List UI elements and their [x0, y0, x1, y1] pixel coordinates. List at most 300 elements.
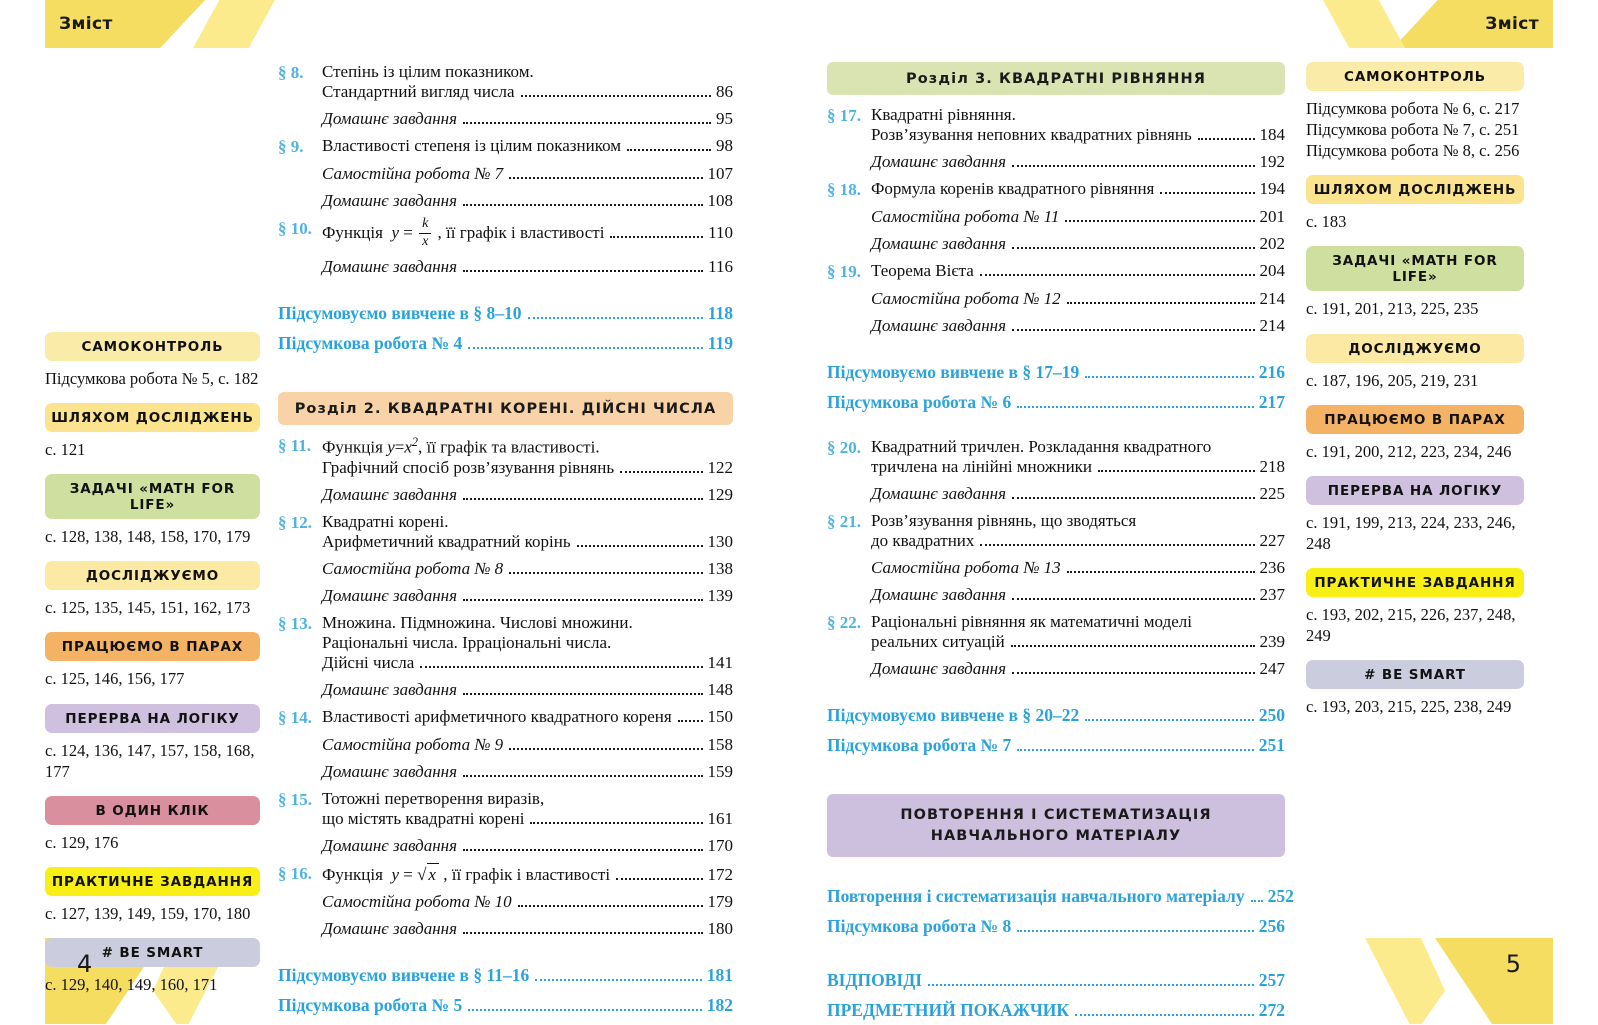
toc-subentry: [871, 207, 1285, 227]
spacer: [278, 358, 733, 392]
toc-subentry: [322, 919, 733, 939]
dot-leader: [1011, 644, 1255, 647]
sidebar-badge-pages: [45, 832, 260, 853]
toc-entry-title: Степінь із цілим показником.: [322, 62, 534, 81]
toc-line: [827, 705, 1285, 726]
toc-page-number[interactable]: 236: [1259, 558, 1285, 577]
sidebar-badge[interactable]: САМОКОНТРОЛЬ: [1306, 62, 1524, 91]
dot-leader: [509, 747, 702, 750]
toc-line: [322, 218, 733, 250]
toc-subentry: [322, 257, 733, 277]
toc-page-number[interactable]: 214: [1259, 289, 1285, 308]
toc-entry-title: Арифметичний квадратний корінь: [322, 532, 571, 552]
sidebar-badge[interactable]: ПРАЦЮЄМО В ПАРАХ: [1306, 405, 1524, 434]
toc-entry-title: Самостійна робота № 9: [322, 735, 504, 755]
toc-entry: [278, 863, 733, 939]
toc-entry-title: Підсумовуємо вивчене в § 8–10: [278, 303, 522, 324]
toc-line: [871, 261, 1285, 281]
toc-entry-title: Розв’язування неповних квадратних рівнянь: [871, 125, 1192, 144]
toc-entry-title: Самостійна робота № 13: [871, 558, 1061, 577]
toc-subentry: [871, 585, 1285, 605]
toc-line: [322, 164, 733, 184]
sidebar-badge[interactable]: ШЛЯХОМ ДОСЛІДЖЕНЬ: [45, 403, 260, 432]
toc-line: [322, 62, 733, 82]
toc-page-number[interactable]: 98: [716, 136, 733, 155]
toc-page-number[interactable]: 179: [707, 892, 733, 912]
toc-entry: [827, 179, 1285, 254]
toc-line: [827, 970, 1285, 991]
toc-entry-body: [871, 261, 1285, 281]
dot-leader: [928, 983, 1254, 986]
toc-page-number[interactable]: 158: [707, 735, 733, 755]
toc-line: [322, 653, 733, 673]
toc-summary-row[interactable]: [278, 995, 733, 1016]
toc-subentry: [322, 191, 733, 211]
sidebar-page-line: с. 129, 176: [45, 832, 119, 852]
toc-page-number[interactable]: 252: [1267, 886, 1294, 907]
toc-entry-title: Домашнє завдання: [871, 659, 1007, 678]
toc-entry-title: Підсумкова робота № 6: [827, 392, 1012, 412]
toc-entry-body: [322, 218, 733, 250]
toc-column-left: [278, 62, 733, 1020]
sidebar-badge[interactable]: ЗАДАЧІ «MATH FOR LIFE»: [45, 474, 260, 519]
sidebar-badge-pages: [1306, 441, 1524, 462]
sidebar-badge[interactable]: ЗАДАЧІ «MATH FOR LIFE»: [1306, 246, 1524, 291]
dot-leader: [1067, 570, 1255, 573]
header-left-slash-icon: [193, 0, 275, 48]
spacer: [827, 686, 1285, 696]
section-number[interactable]: § 11.: [278, 436, 312, 456]
header-left-title: Зміст: [59, 14, 113, 34]
toc-page-number[interactable]: 256: [1258, 916, 1285, 937]
toc-line: [871, 632, 1285, 652]
toc-line: [278, 333, 733, 354]
toc-line: [871, 179, 1285, 199]
toc-entry: [827, 437, 1285, 504]
sidebar-badge-pages: [45, 668, 260, 689]
toc-entry: [278, 789, 733, 856]
toc-page-number[interactable]: 250: [1258, 705, 1285, 725]
dot-leader: [1251, 899, 1263, 902]
toc-page-number[interactable]: 239: [1259, 632, 1285, 651]
toc-summary-row[interactable]: [827, 362, 1285, 383]
sidebar-page-line: с. 127, 139, 149, 159, 170, 180: [45, 903, 251, 923]
toc-entry-title: Самостійна робота № 10: [322, 892, 512, 912]
toc-subentry: [322, 485, 733, 505]
toc-page-number[interactable]: 110: [708, 223, 733, 243]
toc-line: [871, 511, 1285, 531]
toc-subentry: [871, 152, 1285, 172]
toc-subentry: [322, 164, 733, 184]
toc-summary-row[interactable]: [827, 392, 1285, 413]
toc-line: [322, 863, 733, 885]
toc-line: [871, 234, 1285, 254]
toc-entry-title: ПРЕДМЕТНИЙ ПОКАЖЧИК: [827, 1000, 1070, 1021]
toc-page-number[interactable]: 116: [708, 257, 733, 277]
toc-column-right: [827, 62, 1294, 1025]
toc-page-number[interactable]: 202: [1259, 234, 1285, 253]
sidebar-badge-pages: [45, 597, 260, 618]
toc-entry-body: [871, 179, 1285, 199]
toc-entry-title: Раціональні рівняння як математичні моделі: [871, 612, 1192, 631]
dot-leader: [420, 665, 702, 668]
toc-page-number[interactable]: 95: [716, 109, 733, 128]
toc-entry-title: Домашнє завдання: [871, 585, 1007, 604]
toc-line: [322, 789, 733, 809]
toc-line: [322, 809, 733, 829]
sidebar-badge[interactable]: # BE SMART: [45, 938, 260, 967]
toc-line: [322, 458, 733, 478]
section-number[interactable]: § 10.: [278, 219, 312, 238]
toc-summary-row[interactable]: [827, 916, 1285, 937]
toc-entry-body: [322, 512, 733, 552]
toc-line: [871, 105, 1285, 125]
toc-entry-title: Самостійна робота № 7: [322, 164, 504, 183]
toc-subentry: [871, 289, 1285, 309]
toc-line: [322, 586, 733, 606]
toc-page-number[interactable]: 180: [707, 919, 733, 939]
toc-page-number[interactable]: 130: [707, 532, 733, 552]
toc-entry-body: [322, 62, 733, 102]
dot-leader: [1085, 718, 1254, 721]
toc-page-number[interactable]: 201: [1259, 207, 1285, 226]
toc-entry-title: Функція $y=x^2$, її графік та властивості.: [322, 435, 600, 458]
toc-line: [322, 633, 733, 653]
spacer: [827, 941, 1285, 961]
sidebar-page-line: с. 125, 146, 156, 177: [45, 669, 185, 689]
toc-entry-title: Підсумовуємо вивчене в § 17–19: [827, 362, 1080, 382]
toc-line: [322, 680, 733, 700]
toc-page-number[interactable]: 159: [707, 762, 733, 782]
toc-entry-title: Властивості степеня із цілим показником: [322, 136, 622, 155]
dot-leader: [1198, 137, 1255, 140]
toc-page-number[interactable]: 138: [707, 559, 733, 579]
section-number[interactable]: § 14.: [278, 708, 312, 728]
toc-page-number[interactable]: 214: [1259, 316, 1285, 335]
toc-page-number[interactable]: 108: [707, 191, 733, 210]
toc-entry-title: Графічний спосіб розв’язування рівнянь: [322, 458, 615, 478]
sidebar-badge[interactable]: ПРАЦЮЄМО В ПАРАХ: [45, 632, 260, 661]
toc-subentry: [322, 892, 733, 912]
dot-leader: [1075, 1013, 1254, 1016]
toc-subentry: [871, 234, 1285, 254]
toc-final-row[interactable]: [827, 1000, 1285, 1021]
toc-page-number[interactable]: 129: [707, 485, 733, 505]
sidebar-badge[interactable]: САМОКОНТРОЛЬ: [45, 332, 260, 361]
toc-page-number[interactable]: 150: [707, 707, 733, 727]
sidebar-badge-pages: [45, 368, 260, 389]
toc-line: [827, 735, 1285, 756]
header-right-slash-icon: [1323, 0, 1405, 48]
toc-entry: [278, 218, 733, 277]
sidebar-badge[interactable]: ПРАКТИЧНЕ ЗАВДАННЯ: [1306, 568, 1524, 597]
toc-page-number[interactable]: 257: [1258, 970, 1285, 991]
spacer: [278, 946, 733, 956]
toc-summary-row[interactable]: [827, 886, 1294, 907]
toc-page-number[interactable]: 184: [1259, 125, 1285, 144]
section-number[interactable]: § 20.: [827, 438, 861, 457]
toc-entry-title: Теорема Вієта: [871, 261, 974, 280]
sidebar-page-line: Підсумкова робота № 8, с. 256: [1306, 141, 1520, 161]
section-number[interactable]: § 21.: [827, 512, 861, 531]
sidebar-page-line: Підсумкова робота № 7, с. 251: [1306, 120, 1520, 140]
toc-page-number[interactable]: 192: [1259, 152, 1285, 171]
toc-entry-body: [871, 105, 1285, 145]
toc-summary-row[interactable]: [278, 303, 733, 324]
section-banner: Розділ 3. КВАДРАТНІ РІВНЯННЯ: [827, 62, 1285, 95]
section-number[interactable]: § 19.: [827, 262, 861, 281]
toc-line: [322, 892, 733, 912]
toc-entry: [278, 435, 733, 505]
dot-leader: [1012, 328, 1254, 331]
toc-line: [322, 257, 733, 277]
spacer: [827, 760, 1285, 794]
dot-leader: [980, 273, 1255, 276]
toc-page-number[interactable]: 107: [707, 164, 733, 183]
page-number-right: 5: [1505, 950, 1521, 978]
sidebar-badge-pages: [45, 439, 260, 460]
sidebar-badge-pages: [1306, 604, 1524, 646]
section-banner: Розділ 2. КВАДРАТНІ КОРЕНІ. ДІЙСНІ ЧИСЛА: [278, 392, 733, 425]
toc-page-number[interactable]: 204: [1259, 261, 1285, 280]
page-number-left: 4: [77, 950, 93, 978]
footer-right-shape: [1435, 938, 1553, 1024]
dot-leader: [627, 148, 711, 151]
toc-page-number[interactable]: 118: [707, 303, 733, 324]
section-number[interactable]: § 17.: [827, 106, 861, 125]
toc-subentry: [322, 586, 733, 606]
toc-page-number[interactable]: 216: [1258, 362, 1285, 382]
spacer: [827, 867, 1285, 877]
toc-entry-title: Самостійна робота № 8: [322, 559, 504, 579]
toc-entry-title: Домашнє завдання: [322, 109, 458, 128]
dot-leader: [463, 497, 702, 500]
dot-leader: [463, 848, 702, 851]
sidebar-badge-pages: [1306, 370, 1524, 391]
dot-leader: [509, 176, 702, 179]
toc-page-number[interactable]: 227: [1259, 531, 1285, 550]
toc-page-number[interactable]: 139: [707, 586, 733, 606]
toc-subentry: [322, 680, 733, 700]
dot-leader: [620, 470, 702, 473]
sidebar-badge[interactable]: ПЕРЕРВА НА ЛОГІКУ: [45, 704, 260, 733]
toc-page-number[interactable]: 225: [1259, 484, 1285, 503]
toc-line: [322, 613, 733, 633]
sidebar-badge[interactable]: В ОДИН КЛІК: [45, 796, 260, 825]
toc-line: [871, 152, 1285, 172]
sidebar-page-line: Підсумкова робота № 5, с. 182: [45, 369, 259, 388]
toc-page-number[interactable]: 141: [707, 653, 733, 673]
sidebar-badge[interactable]: ПЕРЕРВА НА ЛОГІКУ: [1306, 476, 1524, 505]
toc-entry-title: Дійсні числа: [322, 653, 415, 673]
dot-leader: [1012, 597, 1254, 600]
toc-entry-title: Властивості арифметичного квадратного кореня: [322, 707, 672, 727]
toc-entry-title: Раціональні числа. Ірраціональні числа.: [322, 633, 612, 653]
toc-page-number[interactable]: 181: [706, 965, 733, 986]
dot-leader: [463, 774, 702, 777]
toc-entry-title: ВІДПОВІДІ: [827, 970, 923, 991]
dot-leader: [1017, 748, 1254, 751]
toc-summary-row[interactable]: [278, 965, 733, 986]
toc-entry-title: Підсумкова робота № 7: [827, 735, 1012, 755]
toc-page-number[interactable]: 148: [707, 680, 733, 700]
toc-line: [827, 362, 1285, 383]
footer-right: [1363, 938, 1553, 1024]
dot-leader: [616, 877, 702, 880]
sidebar-page-line: с. 193, 203, 215, 225, 238, 249: [1306, 697, 1512, 717]
toc-line: [871, 659, 1285, 679]
dot-leader: [509, 571, 702, 574]
toc-page-number[interactable]: 182: [706, 995, 733, 1016]
toc-page-number[interactable]: 247: [1259, 659, 1285, 678]
dot-leader: [1012, 671, 1254, 674]
toc-entry-title: Домашнє завдання: [322, 586, 458, 606]
section-number[interactable]: § 16.: [278, 864, 312, 884]
toc-page-number[interactable]: 194: [1259, 179, 1285, 198]
toc-page-number[interactable]: 172: [707, 865, 733, 885]
section-number[interactable]: § 9.: [278, 137, 304, 156]
toc-subentry: [322, 762, 733, 782]
dot-leader: [463, 203, 702, 206]
toc-line: [871, 457, 1285, 477]
toc-entry-title: Домашнє завдання: [322, 257, 458, 277]
sidebar-badge-pages: [1306, 298, 1524, 319]
toc-entry-title: Домашнє завдання: [322, 762, 458, 782]
toc-entry: [278, 62, 733, 129]
section-number[interactable]: § 15.: [278, 790, 312, 810]
sidebar-badge[interactable]: ШЛЯХОМ ДОСЛІДЖЕНЬ: [1306, 175, 1524, 204]
toc-line: [871, 125, 1285, 145]
dot-leader: [463, 598, 702, 601]
sidebar-badge[interactable]: # BE SMART: [1306, 660, 1524, 689]
section-number[interactable]: § 13.: [278, 614, 312, 634]
sidebar-page-line: с. 129, 140, 149, 160, 171: [45, 974, 218, 994]
toc-page-number[interactable]: 218: [1259, 457, 1285, 476]
dot-leader: [1160, 191, 1254, 194]
dot-leader: [463, 269, 703, 272]
toc-summary-row[interactable]: [278, 333, 733, 354]
section-number[interactable]: § 12.: [278, 513, 312, 533]
header-right-title: Зміст: [1485, 14, 1539, 34]
dot-leader: [1098, 469, 1254, 472]
toc-entry-title: Домашнє завдання: [322, 191, 458, 210]
header-right: [1323, 0, 1553, 48]
toc-line: [827, 1000, 1285, 1021]
sidebar-badge[interactable]: ПРАКТИЧНЕ ЗАВДАННЯ: [45, 867, 260, 896]
section-number[interactable]: § 18.: [827, 180, 861, 199]
toc-entry-body: [322, 136, 733, 156]
sidebar-page-line: с. 121: [45, 440, 86, 460]
toc-entry-title: Підсумовуємо вивчене в § 20–22: [827, 705, 1080, 725]
sidebar-right: [1306, 62, 1524, 731]
sidebar-badge[interactable]: ДОСЛІДЖУЄМО: [45, 561, 260, 590]
section-banner-line: НАВЧАЛЬНОГО МАТЕРІАЛУ: [930, 828, 1182, 845]
dot-leader: [463, 692, 702, 695]
section-number[interactable]: § 22.: [827, 613, 861, 632]
toc-entry-title: Підсумовуємо вивчене в § 11–16: [278, 965, 530, 986]
toc-entry-title: Домашнє завдання: [322, 680, 458, 700]
dot-leader: [468, 1008, 702, 1011]
toc-line: [827, 916, 1285, 937]
sidebar-page-line: с. 125, 135, 145, 151, 162, 173: [45, 598, 251, 618]
toc-line: [871, 437, 1285, 457]
toc-entry-title: Домашнє завдання: [871, 484, 1007, 503]
sidebar-page-line: с. 191, 201, 213, 225, 235: [1306, 299, 1479, 319]
section-number[interactable]: § 8.: [278, 63, 304, 82]
toc-entry: [827, 261, 1285, 336]
toc-page-number[interactable]: 122: [707, 458, 733, 478]
toc-entry-title: до квадратних: [871, 531, 975, 550]
toc-subentry: [871, 659, 1285, 679]
toc-page-number[interactable]: 251: [1258, 735, 1285, 755]
toc-subentry: [871, 316, 1285, 336]
toc-entry-title: Стандартний вигляд числа: [322, 82, 515, 101]
toc-line: [871, 289, 1285, 309]
sidebar-page-line: с. 128, 138, 148, 158, 170, 179: [45, 527, 251, 547]
toc-line: [322, 919, 733, 939]
toc-entry-title: Домашнє завдання: [322, 919, 458, 939]
toc-summary-row[interactable]: [827, 705, 1285, 726]
toc-line: [322, 435, 733, 458]
toc-line: [871, 207, 1285, 227]
toc-entry-body: [322, 435, 733, 478]
toc-entry-body: [322, 789, 733, 829]
toc-entry: [278, 136, 733, 211]
sidebar-page-line: с. 187, 196, 205, 219, 231: [1306, 370, 1479, 390]
toc-entry-title: Квадратні рівняння.: [871, 105, 1016, 124]
toc-entry-body: [871, 437, 1285, 477]
toc-subentry: [871, 558, 1285, 578]
sidebar-badge-pages: [1306, 211, 1524, 232]
spacer: [827, 343, 1285, 353]
toc-entry-title: Формула коренів квадратного рівняння: [871, 179, 1155, 198]
dot-leader: [535, 978, 701, 981]
toc-entry-title: Функція y = $\frac{k}{x}$ , її графік і властивості: [322, 216, 605, 249]
toc-entry-title: що містять квадратні корені: [322, 809, 525, 829]
toc-entry-body: [322, 613, 733, 673]
toc-entry-body: [322, 863, 733, 885]
toc-page-number[interactable]: 217: [1258, 392, 1285, 412]
toc-entry-body: [871, 511, 1285, 551]
dot-leader: [1017, 405, 1254, 408]
sidebar-badge[interactable]: ДОСЛІДЖУЄМО: [1306, 334, 1524, 363]
sidebar-page-line: Підсумкова робота № 6, с. 217: [1306, 99, 1520, 118]
toc-page-number[interactable]: 170: [707, 836, 733, 856]
toc-page-number[interactable]: 119: [707, 333, 733, 354]
toc-page-number[interactable]: 161: [707, 809, 733, 829]
sidebar-page-line: с. 191, 200, 212, 223, 234, 246: [1306, 441, 1512, 461]
sidebar-badge-pages: [45, 526, 260, 547]
toc-line: [322, 707, 733, 727]
toc-line: [322, 485, 733, 505]
toc-line: [871, 585, 1285, 605]
toc-entry-title: Функція y = √ x , її графік і властивості: [322, 865, 611, 885]
dot-leader: [1017, 929, 1254, 932]
section-banner: [827, 794, 1285, 857]
toc-page-number[interactable]: 237: [1259, 585, 1285, 604]
sidebar-page-line: с. 183: [1306, 212, 1347, 232]
toc-line: [322, 532, 733, 552]
dot-leader: [521, 94, 712, 97]
toc-page-number[interactable]: 272: [1258, 1000, 1285, 1021]
toc-entry-title: Повторення і систематизація навчального матеріалу: [827, 886, 1245, 907]
toc-summary-row[interactable]: [827, 735, 1285, 756]
toc-line: [322, 735, 733, 755]
toc-final-row[interactable]: [827, 970, 1285, 991]
toc-entry-title: тричлена на лінійні множники: [871, 457, 1093, 476]
dot-leader: [518, 904, 703, 907]
toc-page-number[interactable]: 86: [716, 82, 733, 101]
